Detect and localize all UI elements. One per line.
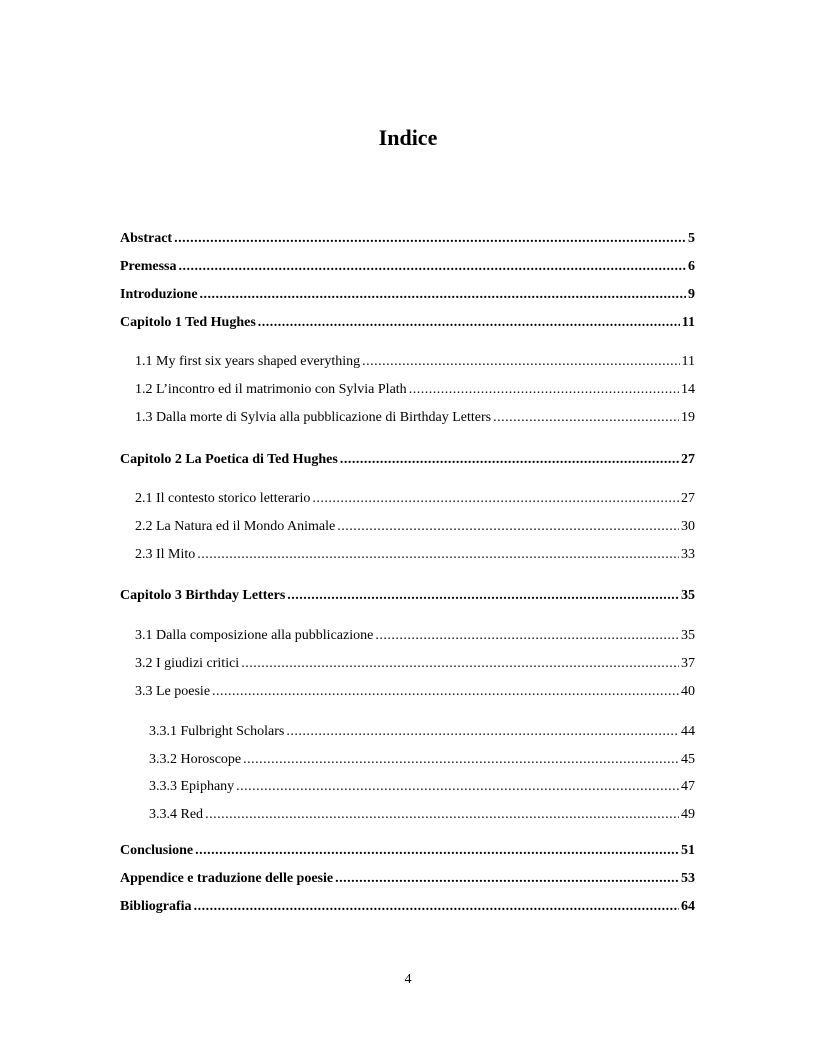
toc-entry-3-1 <box>135 627 695 645</box>
toc-entry-label: 3.3.4 Red <box>149 807 204 822</box>
toc-entry-conclusione <box>120 842 695 860</box>
toc-entry-page: 47 <box>681 779 695 794</box>
dot-leader <box>375 627 679 645</box>
dot-leader <box>205 806 679 824</box>
toc-entry-page: 14 <box>681 382 695 397</box>
toc-entry-page: 53 <box>681 871 695 886</box>
dot-leader <box>493 409 679 427</box>
toc-entry-capitolo-3 <box>120 587 695 605</box>
toc-entry-label: 3.3.1 Fulbright Scholars <box>149 724 285 739</box>
toc-entry-label: 3.3 Le poesie <box>135 684 211 699</box>
toc-entry-label: 3.3.2 Horoscope <box>149 752 242 767</box>
toc-entry-label: 3.2 I giudizi critici <box>135 656 240 671</box>
toc-entry-page: 30 <box>681 519 695 534</box>
toc-entry-page: 5 <box>688 231 695 246</box>
dot-leader <box>195 842 679 860</box>
toc-entry-label: Capitolo 2 La Poetica di Ted Hughes <box>120 452 338 467</box>
dot-leader <box>236 778 679 796</box>
toc-entry-page: 40 <box>681 684 695 699</box>
dot-leader <box>258 314 680 332</box>
dot-leader <box>312 490 679 508</box>
toc-entry-label: Conclusione <box>120 843 194 858</box>
toc-entry-1-2 <box>135 381 695 399</box>
dot-leader <box>286 723 679 741</box>
dot-leader <box>241 655 679 673</box>
toc-entry-3-3 <box>135 683 695 701</box>
toc-entry-page: 27 <box>681 491 695 506</box>
toc-entry-page: 27 <box>681 452 695 467</box>
toc-entry-page: 19 <box>681 410 695 425</box>
toc-entry-page: 44 <box>681 724 695 739</box>
page-number: 4 <box>404 972 412 987</box>
dot-leader <box>335 870 679 888</box>
toc-entry-label: 1.2 L’incontro ed il matrimonio con Sylvia Plath <box>135 382 407 397</box>
toc-entry-page: 11 <box>681 354 695 369</box>
toc-entry-capitolo-1 <box>120 314 695 332</box>
toc-entry-page: 37 <box>681 656 695 671</box>
toc-entry-page: 11 <box>681 315 695 330</box>
toc-entry-label: 3.1 Dalla composizione alla pubblicazione <box>135 628 374 643</box>
toc-entry-page: 35 <box>681 588 695 603</box>
dot-leader <box>179 258 687 276</box>
page-title: Indice <box>378 125 438 150</box>
toc-entry-abstract <box>120 230 695 248</box>
dot-leader <box>362 353 679 371</box>
toc-entry-appendice <box>120 870 695 888</box>
toc-entry-3-3-4 <box>149 806 695 824</box>
toc-entry-label: 2.1 Il contesto storico letterario <box>135 491 311 506</box>
dot-leader <box>243 751 679 769</box>
toc-entry-label: Introduzione <box>120 287 198 302</box>
toc-entry-introduzione <box>120 286 695 304</box>
dot-leader <box>340 451 679 469</box>
toc-entry-3-3-3 <box>149 778 695 796</box>
toc-entry-page: 45 <box>681 752 695 767</box>
toc-entry-2-1 <box>135 490 695 508</box>
toc-entry-2-3 <box>135 546 695 564</box>
toc-entry-1-1 <box>135 353 695 371</box>
dot-leader <box>194 898 679 916</box>
toc-entry-label: Premessa <box>120 259 177 274</box>
dot-leader <box>337 518 679 536</box>
toc-entry-capitolo-2 <box>120 451 695 469</box>
toc-entry-1-3 <box>135 409 695 427</box>
dot-leader <box>200 286 686 304</box>
toc-entry-page: 9 <box>688 287 695 302</box>
dot-leader <box>197 546 679 564</box>
toc-entry-page: 49 <box>681 807 695 822</box>
toc-entry-premessa <box>120 258 695 276</box>
toc-entry-page: 33 <box>681 547 695 562</box>
toc-entry-2-2 <box>135 518 695 536</box>
toc-entry-label: Capitolo 3 Birthday Letters <box>120 588 286 603</box>
toc-entry-label: 1.3 Dalla morte di Sylvia alla pubblicazione di Birthday Letters <box>135 410 492 425</box>
toc-entry-3-2 <box>135 655 695 673</box>
dot-leader <box>409 381 679 399</box>
toc-entry-page: 64 <box>681 899 695 914</box>
toc-entry-page: 35 <box>681 628 695 643</box>
toc-entry-bibliografia <box>120 898 695 916</box>
toc-entry-label: Capitolo 1 Ted Hughes <box>120 315 256 330</box>
toc-entry-label: 1.1 My first six years shaped everything <box>135 354 361 369</box>
toc-entry-label: Bibliografia <box>120 899 192 914</box>
toc-entry-label: 2.3 Il Mito <box>135 547 196 562</box>
toc-entry-label: 3.3.3 Epiphany <box>149 779 235 794</box>
toc-entry-label: 2.2 La Natura ed il Mondo Animale <box>135 519 336 534</box>
dot-leader <box>212 683 679 701</box>
toc-entry-3-3-2 <box>149 751 695 769</box>
dot-leader <box>287 587 679 605</box>
toc-entry-label: Appendice e traduzione delle poesie <box>120 871 334 886</box>
toc-entry-page: 51 <box>681 843 695 858</box>
toc-entry-3-3-1 <box>149 723 695 741</box>
toc-entry-label: Abstract <box>120 231 173 246</box>
dot-leader <box>174 230 686 248</box>
toc-entry-page: 6 <box>688 259 695 274</box>
